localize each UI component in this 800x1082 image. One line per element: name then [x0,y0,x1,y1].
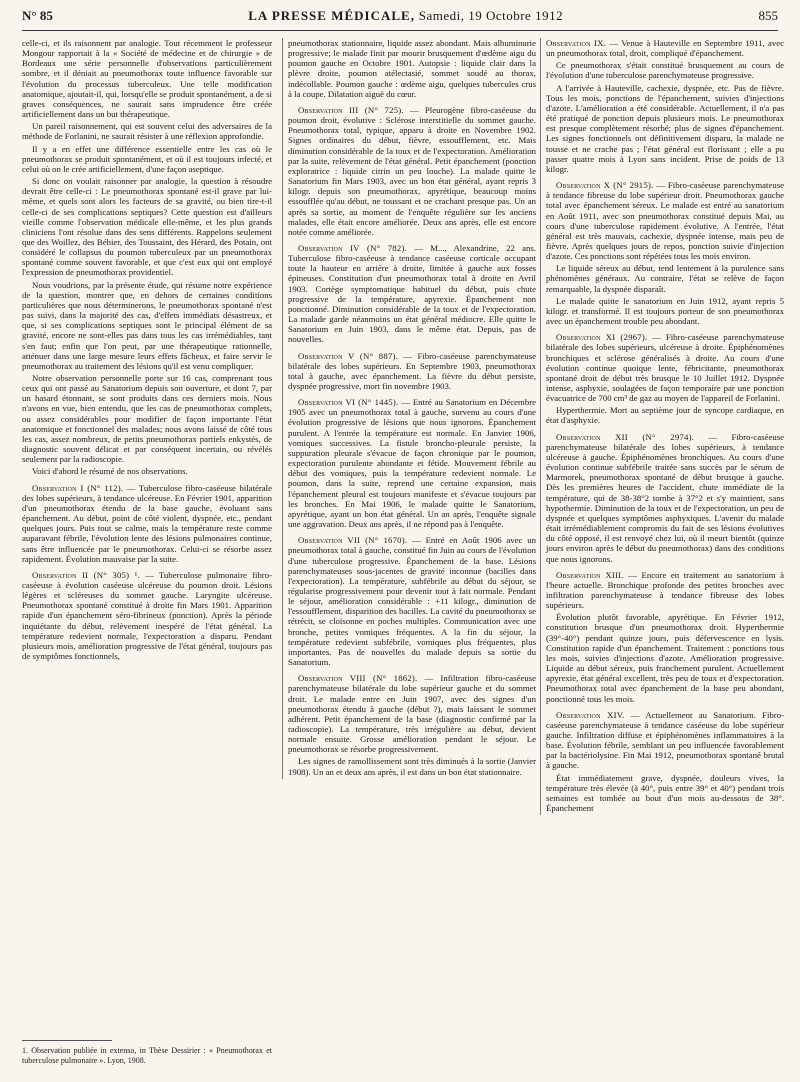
observation-heading: Observation II (N° 305) ¹. [32,569,140,580]
observation-text: Le malade quitte le sanatorium en Juin 1912, ayant repris 5 kilogr. et transformé. Il est toujours porteur de son pneumothorax avec un épanchement trouble peu abondant. [546,295,784,327]
observation-text: — Fibro-caséeuse parenchymateuse bilatérale des lobes supérieurs, ulcéreuse à droite. Épiphénomènes bronchiques et sclérose généralisés à droite. Au cours d'une évolution continue quoique lente, fébricitante, pneumothorax spontané droit de début très brusque le 10 Juillet 1912. Dyspnée intense, asphyxie, soulagées de façon temporaire par une ponction évacuatrice de 700 cm³ de gaz au moyen de l'appareil de Forlanini. [546,332,784,404]
observation-text: Hyperthermie. Mort au septième jour de syncope cardiaque, en état d'asphyxie. [546,405,784,426]
page-number: 855 [758,8,778,23]
paragraph [546,612,784,703]
observation-text: — M..., Alexandrine, 22 ans. Tuberculose fibro-caséeuse à tendance caséeuse corticale occupant toute la hauteur en arrière à droite, limitée à gauche aux fosses épineuses. Constitution d'un pneumothorax total à droite en Avril 1903. Cortège symptomatique habituel du début, puis chute progressive de la température, apyrexie. Épanchement non ponctionné. Diminution considérable de la toux et de l'expectoration. La malade garde néanmoins un état général médiocre. Elle quitte le Sanatorium en Juin 1903, dans le même état. Depuis, pas de nouvelles. [288,242,537,345]
observation-heading: Observation IX. [546,38,607,48]
observation [288,351,536,392]
observation [22,483,272,564]
paragraph: Nous voudrions, par la présente étude, qui résume notre expérience de la question, montrer que, en dehors de certaines conditions particulières que nous déterminerons, le pneumothorax spontané n'est pas suivi, dans la majorité des cas, d'effets immédiats désastreux, et que, si ses complications septiques sont le principal élément de sa gravité, encore ne sont-elles pas dans tous les cas irrémédiables, tant s'en faut; enfin que l'on peut, par une thérapeutique rationnelle, atténuer dans une large mesure leurs effets fâcheux, et faire servir le pneumothorax au traitement des lésions qu'il est venu compliquer. [22,279,272,371]
observation-heading: Observation I (N° 112). [32,482,124,493]
observation-text: — Tuberculose fibro-caséeuse bilatérale des lobes supérieurs, à tendance ulcéreuse. En Février 1901, apparition d'un pneumothorax étendu de la base gauche, évoluant sans épanchement. Au début, point de côté violent, dyspnée, etc., pendant quelques jours. Puis tout se calme, mais la température reste comme auparavant fébrile, l'évolution lente des lésions pulmonaires continue, sans être influencée par le pneumothorax. Celui-ci se résorbe assez rapidement. Évolution mauvaise par la suite. [22,482,272,564]
paragraph: Voici d'abord le résumé de nos observations. [32,466,188,477]
observation [546,38,784,58]
observation-text: — Infiltration fibro-caséeuse parenchymateuse bilatérale du lobe supérieur gauche et du sommet droit. Le malade entre en Juin 1907, avec des signes d'un pneumothorax étendu à gauche (début ?), mais laissant le sommet adhérent. Petit épanchement de la base (diagnostic confirmé par la radioscopie). La température, très irrégulière au début, devient normale ensuite. Grosse amélioration pendant le séjour. Le pneumothorax se résorbe progressivement. [288,673,536,755]
observation-heading: Observation XIII. [556,569,624,580]
journal-title-line [248,8,563,24]
observation-text: — Fibro-caséeuse parenchymateuse bilatérale des lobes supérieurs. En Septembre 1903, pneumothorax total à gauche, avec épanchement. La fièvre du début persiste, dyspnée progressive, mort fin novembre 1903. [288,350,536,391]
paragraph [546,263,784,293]
issue-number: N° 85 [22,8,53,23]
observation-text: — Actuellement au Sanatorium. Fibro-caséeuse parenchymateuse à tendance caséeuse du lobe supérieur gauche. Infiltration diffuse et épiphénomènes inflammatoires à la base. Évolution fébrile, semblant un peu influencée favorablement par la bactériolysine. Fin Mai 1912, pneumothorax spontané brutal à gauche. [546,709,784,771]
observation [546,570,784,611]
observation [546,180,784,261]
paragraph: Il y a en effet une différence essentielle entre les cas où le pneumothorax se produit spontanément, et où il est toujours infecté, et celui où on le crée artificiellement, d'une façon aseptique. [22,143,272,174]
observation-heading: Observation V (N° 887). [298,350,398,361]
journal-title: LA PRESSE MÉDICALE, [248,8,415,23]
paragraph: Un pareil raisonnement, qui est souvent celui des adversaires de la méthode de Forlanini, ne saurait résister à une réflexion approfondie. [22,121,272,142]
paragraph: celle-ci, et ils raisonnent par analogie. Tout récemment le professeur Mongour rapportait à la « Société de médecine et de chirurgie » de Bordeaux une série personnelle d'observations particulièrement sombre, et il déniait au pneumothorax toute influence favorable sur l'évolution du processus tuberculeux. Une telle modification anatomique, ajoutait-il, qui, lorsqu'elle se produit spontanément, a de si graves conséquences, ne saurait sans imprudence être créée artificiellement dans un but thérapeutique. [22,38,272,120]
observation [546,710,784,771]
observation-text: Évolution plutôt favorable, apyrétique. En Février 1912, constitution brusque d'un pneumothorax droit. Hyperthermie (39°-40°) pendant quinze jours, puis défervescence en lysis. Constitution rapide d'un épanchement. Traitement : ponctions tous les mois, suivies d'injections d'azote. Amélioration progressive. Liquide au début séreux, puis franchement purulent. Actuellement apyrexie, état général excellent, très peu de toux et d'expectoration. Pneumothorax total avec épanchement de la base peu abondant, ponctionné tous les mois. [546,612,784,704]
footnote: 1. Observation publiée in extenso, in Thèse Dessirier : « Pneumothorax et tuberculose pulmonaire ». Lyon, 1908. [22,1046,272,1065]
issue-date: Samedi, 19 Octobre 1912 [418,8,564,23]
observation [288,243,536,345]
observation-heading: Observation VII (N° 1670). [298,535,408,546]
paragraph [546,773,784,814]
paragraph [546,296,784,326]
paragraph [546,60,784,80]
observation-text: — Encore en traitement au sanatorium à l'heure actuelle. Bronchique profonde des petites bronches avec infiltration parenchymateuse à tendance fibreuse des lobes supérieurs. [546,569,784,611]
observation-text: — Venue à Hauteville en Septembre 1911, avec un pneumothorax total, droit, compliqué d'épanchement. [546,38,785,59]
column-middle [282,38,536,779]
observation-heading: Observation IV (N° 782). [298,242,407,253]
observation-text: — Tuberculose pulmonaire fibro-caséeuse à évolution caséeuse ulcéreuse du poumon droit. Lésions légères et scléreuses du sommet gauche. Laryngite ulcéreuse. Pneumothorax spontané constitué à droite fin Mars 1901. Apparition rapide d'un épanchement séro-fibrineux (ponction). Après la période inquiétante du début, relèvement inespéré de l'état général. La température redevient normale, l'expectoration a disparu. Pendant plusieurs mois, amélioration progressive de l'état général, toujours pas de symptômes fonctionnels, [22,569,272,662]
observation-text: Les signes de ramollissement sont très diminués à la sortie (Janvier 1908). Un an et deux ans après, il est dans un bon état stationnaire. [288,756,536,777]
observation-text: — Fibro-caséeuse parenchymateuse à tendance fibreuse du lobe supérieur droit. Pneumothorax gauche total avec épanchement séreux. Le malade est entré au sanatorium en Août 1911, avec son pneumothorax constitué depuis Mai, au cours d'une tuberculose rapidement évolutive. A l'entrée, l'état général est très mauvais, cachexie, dyspnée intense, mais peu de fièvre. Après quelques jours de repos, ponction suivie d'injection d'azote. Ces ponctions sont répétées tous les mois environ. [546,180,785,262]
observation [546,332,784,403]
observation-heading: Observation VI (N° 1445). [298,397,399,408]
footnote-divider [22,1040,112,1041]
observation-heading: Observation VIII (N° 1862). [298,673,418,684]
observation [546,432,784,564]
column-left [22,38,272,663]
paragraph: Notre observation personnelle porte sur 16 cas, comprenant tous ceux qui ont passé au Sanatorium depuis son ouverture, et dont 7, par un hasard étonnant, se sont produits dans ces derniers mois. Nous n'avons en vue, bien entendu, que les cas de pneumothorax complets, ou assez considérables pour modifier de façon importante l'état anatomique et fonctionnel des malades; nous avons laissé de côté tous les cas, assez nombreux, de petits pneumothorax partiels enkystés, de diagnostic souvent délicat et par conséquent incertain, ou révélés seulement par la radioscopie. [22,373,272,465]
observation-text: — Entré en Août 1906 avec un pneumothorax total à gauche, constitué fin Juin au cours de l'évolution d'une tuberculose progressive. Épanchement de la base. Lésions parenchymateuses sous-jacentes de gravité inconnue (bacilles dans l'expectoration). La température, subfébrile au début du séjour, se régularise progressivement pour devenir tout à fait normale. Pendant le séjour, amélioration considérable : +11 kilogr., diminution de l'essoufflement, disparition des bacilles. La cavité du pneumothorax se rétrécit, se cloisonne en poches multiples. Communication avec une bronche, petites vomiques fréquentes. A la fin du séjour, la température redevient subfébrile, vomiques plus fréquentes, plus importantes. Pas de nouvelles du malade depuis sa sortie du Sanatorium. [288,535,536,668]
paragraph: pneumothorax stationnaire, liquide assez abondant. Mais albuminurie progressive; le malade finit par mourir brusquement d'œdème aigu du poumon gauche en Octobre 1901. Autopsie : liquide clair dans la plèvre droite, poumon atélectasié, sommet soudé au thorax, indécollable. Poumon gauche : œdème aigu, quelques tubercules crus à la coupe. Dilatation aiguë du cœur. [288,38,536,99]
observation-text: État immédiatement grave, dyspnée, douleurs vives, la température très élevée (à 40°, puis entre 39° et 40°) pendant trois semaines est tombée au bout d'un mois au-dessous de 38°. Épanchement [546,772,784,814]
observation-heading: Observation X (N° 2915). [556,180,654,191]
observation-heading: Observation XII (N° 2974). [556,431,695,442]
observation-text: — Fibro-caséeuse parenchymateuse bilatérale des lobes supérieurs, à tendance ulcéreuse à gauche. Épiphénomènes bronchiques. Au cours d'une évolution continue subfébrile traitée sans succès par le sérum de Marmorek, pneumothorax spontané de début brusque à gauche. Dès les premières heures de l'accident, chute immédiate de la température, qui de 38-38°2 tombe à 37°2 et s'y maintient, sans hypothermie. Diminution de la toux et de l'expectoration, un peu de dyspnée et quelques symptômes asphyxiques. L'avenir du malade était irrémédiablement compromis du fait de ses lésions évolutives du côté opposé, il est renvoyé chez lui, où il meurt bientôt (quinze jours environ après le début du pneumothorax) dans des conditions que nous ignorons. [546,431,784,564]
paragraph [288,756,536,776]
observation-text: Le liquide séreux au début, tend lentement à la purulence sans phénomènes généraux. Au contraire, l'état se relève de façon remarquable, la dyspnée disparaît. [546,263,784,294]
column-right [540,38,784,815]
observation [288,535,536,667]
observation-heading: Observation III (N° 725). [298,104,404,115]
observation-heading: Observation XI (2967). [556,332,648,343]
observation [288,673,536,754]
observation-text: A l'arrivée à Hauteville, cachexie, dyspnée, etc. Pas de fièvre. Tous les mois, ponctions de l'épanchement, suivies d'injections d'azote. L'amélioration a été considérable. Actuellement, il n'a pas été pratiqué de ponction depuis plusieurs mois. Le pneumothorax est presque complètement résorbé; plus de signes d'épanchement. Les signes fonctionnels ont définitivement disparu, la malade ne tousse et ne crache pas ; l'état général est florissant ; elle a pu passer quatre mois à Lyon sans incident. Prise de poids de 13 kilogr. [546,82,784,174]
paragraph [546,405,784,425]
observation [288,105,536,237]
observation [288,397,536,529]
observation-text: Ce pneumothorax s'était constitué brusquement au cours de l'évolution d'une tuberculose parenchymateuse progressive. [546,60,784,81]
observation [22,570,272,661]
observation-text: — Pleurogène fibro-caséeuse du poumon droit, évolutive : Sclérose interstitielle du sommet gauche. Pneumothorax total, typique, apparu à droite en Novembre 1902. Signes ordinaires du début, fièvre, essoufflement, etc. Mais diminution considérable de la toux et de l'expectoration. Amélioration par la suite, relèvement de l'état général. Petit épanchement (ponction exploratrice : liquide citrin un peu louche). La malade quitte le Sanatorium fin Mars 1903, avec un bon état général, ayant repris 3 kilogr. depuis son pneumothorax, apyrétique, beaucoup moins essoufflée qu'au début, ne toussant et ne crachant presque pas. Un an après sa sortie, au moment de l'enquête régulière sur les anciens malades, elle était encore améliorée. Deux ans après, elle est encore notée comme améliorée. [288,104,536,237]
running-header [22,8,778,31]
paragraph [546,83,784,174]
paragraph: Si donc on voulait raisonner par analogie, la question à résoudre devrait être celle-ci : Le pneumothorax spontané est-il grave par lui-même, et quels sont alors les facteurs de sa gravité, ou bien tire-t-il celle-ci de ses complications septiques? Cette question est d'ailleurs vieille comme l'observation médicale elle-même, et les plus grands cliniciens l'ont résolue dans des sens différents. Rappelons seulement que des Woillez, des Béhier, des Toussaint, des Hérard, des Potain, ont considéré le collapsus du poumon tuberculeux par un pneumothorax spontané comme souvent favorable, et que c'est eux qui ont employé l'expression de pneumothorax providentiel. [22,176,272,278]
observation-heading: Observation XIV. [556,709,625,720]
observation-text: — Entré au Sanatorium en Décembre 1905 avec un pneumothorax total à gauche, survenu au cours d'une évolution progressive de lésions que nous ignorons. Épanchement purulent. A l'entrée la température est normale. En Janvier 1906, vomiques successives. La fistule broncho-pleurale persiste, la suppuration pleurale s'évacue de façon chronique par le poumon, expectoration purulente abondante et fétide. Mouvement fébrile au début des vomiques, puis la température redevient normale. Le poumon, dans la suite, reprend une certaine expansion, mais l'épanchement pleural est toujours manifeste et s'évacue toujours par les bronches. En Mai 1906, le malade quitte le Sanatorium, apyrétique, ayant un bon état général. Un an après, l'enquête signale une aggravation. Deux ans après, il ne répond pas à l'enquête. [288,397,536,530]
